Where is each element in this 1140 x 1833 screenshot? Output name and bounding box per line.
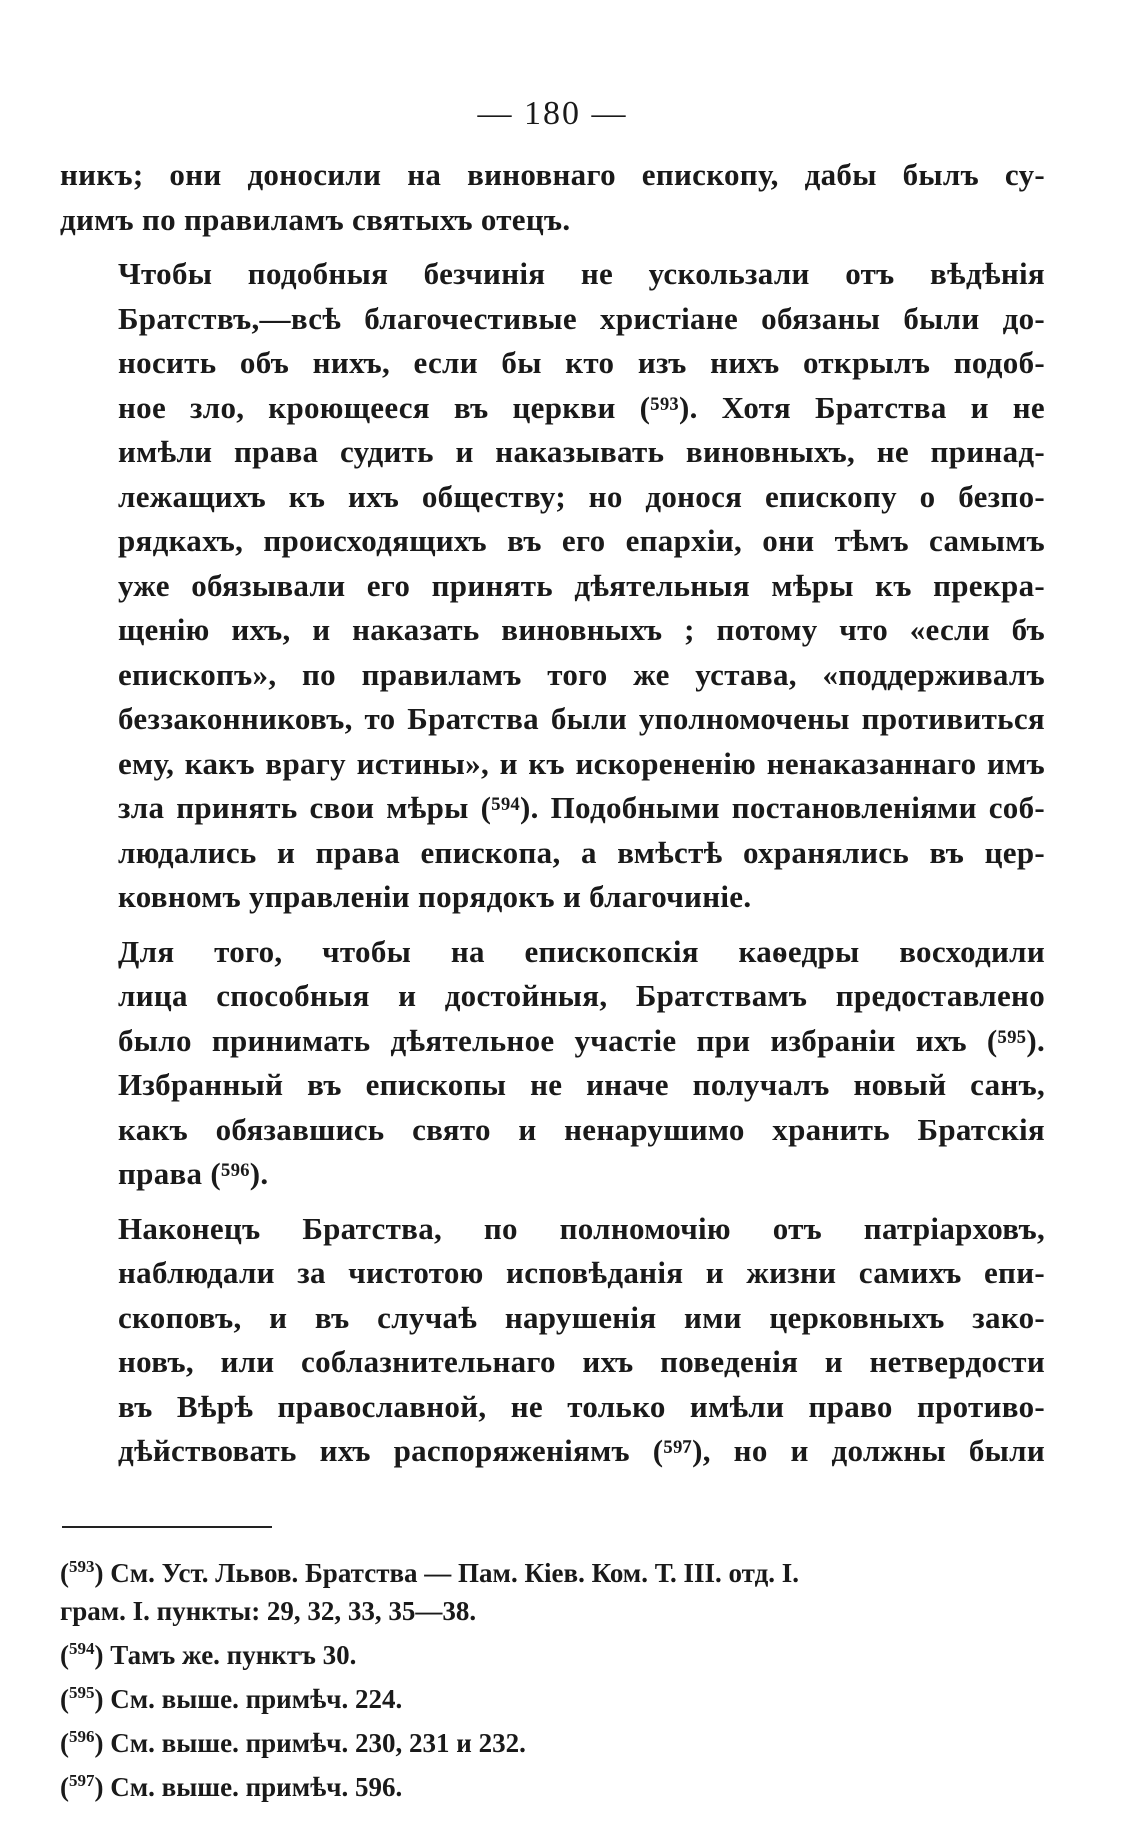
footnotes bbox=[60, 1548, 1045, 1806]
paragraph-line: ное зло, кроющееся въ церкви (⁵⁹³). Хотя Братства и не bbox=[118, 389, 1045, 425]
footnote-marker: 594 bbox=[69, 1638, 95, 1658]
footnote-597: ($^{597}$) См. выше. примѣч. 596. bbox=[60, 1770, 403, 1802]
footnote-marker: 596 bbox=[69, 1726, 95, 1746]
paragraph-line: Братствъ,—всѣ благочестивые христіане обязаны были до- bbox=[118, 300, 1045, 336]
paragraph-line: наблюдали за чистотою исповѣданія и жизни самихъ епи- bbox=[118, 1255, 1045, 1290]
footnote-marker: 597 bbox=[69, 1770, 95, 1790]
footnote-text: См. выше. примѣч. 596. bbox=[110, 1771, 403, 1802]
footnote-text: См. выше. примѣч. 224. bbox=[110, 1683, 403, 1714]
paragraph-line: ему, какъ врагу истины», и къ искорененію ненаказаннаго имъ bbox=[118, 745, 1045, 781]
paragraph-line: дѣйствовать ихъ распоряженіямъ (⁵⁹⁷), но и должны были bbox=[118, 1433, 1045, 1468]
paragraph-line: права (⁵⁹⁶). bbox=[118, 1156, 269, 1191]
paragraph-line: рядкахъ, происходящихъ въ его епархіи, они тѣмъ самымъ bbox=[118, 523, 1045, 558]
page-number: — 180 — bbox=[477, 95, 628, 132]
paragraph-line: зла принять свои мѣры (⁵⁹⁴). Подобными постановленіями соб- bbox=[118, 790, 1045, 825]
paragraph-line: имѣли права судить и наказывать виновныхъ, не принад- bbox=[118, 434, 1045, 469]
paragraph-line: Наконецъ Братства, по полномочію отъ патріарховъ, bbox=[118, 1210, 1045, 1246]
paragraph-line: беззаконниковъ, то Братства были уполномочены противиться bbox=[118, 701, 1045, 736]
paragraph-line: ковномъ управленіи порядокъ и благочиніе. bbox=[118, 879, 752, 914]
paragraph-3 bbox=[60, 930, 1045, 1197]
footnote-text: Тамъ же. пунктъ 30. bbox=[110, 1639, 357, 1670]
paragraph-line: было принимать дѣятельное участіе при избраніи ихъ (⁵⁹⁵). bbox=[118, 1022, 1045, 1058]
paragraph-line: людались и права епископа, а вмѣстѣ охранялись въ цер- bbox=[118, 834, 1045, 870]
paragraph-line: Для того, чтобы на епископскія каѳедры восходили bbox=[118, 933, 1045, 969]
footnote-593-continuation: грам. I. пункты: 29, 32, 33, 35—38. bbox=[60, 1595, 477, 1626]
paragraph-line: носить объ нихъ, если бы кто изъ нихъ открылъ подоб- bbox=[118, 345, 1045, 380]
paragraph-line: епископъ», по правиламъ того же устава, «поддерживалъ bbox=[118, 656, 1045, 692]
paragraph-line: щенію ихъ, и наказать виновныхъ ; потому что «если бъ bbox=[118, 612, 1045, 647]
paragraph-4 bbox=[60, 1207, 1045, 1474]
paragraph-line: никъ; они доносили на виновнаго епископу, дабы былъ су- bbox=[60, 157, 1045, 192]
paragraph-line: новъ, или соблазнительнаго ихъ поведенія и нетвердости bbox=[118, 1344, 1045, 1379]
paragraph-line: лежащихъ къ ихъ обществу; но донося епископу о безпо- bbox=[118, 478, 1045, 514]
paragraph-line: димъ по правиламъ святыхъ отецъ. bbox=[60, 201, 571, 237]
paragraph-line: лица способныя и достойныя, Братствамъ предоставлено bbox=[118, 978, 1045, 1013]
paragraph-2 bbox=[60, 252, 1045, 920]
footnote-marker: 593 bbox=[69, 1556, 95, 1576]
paragraph-line: уже обязывали его принять дѣятельныя мѣры къ прекра- bbox=[118, 567, 1045, 603]
paragraph-line: какъ обязавшись свято и ненарушимо хранить Братскія bbox=[118, 1111, 1045, 1147]
footnote-593: ($^{593}$) См. Уст. Львов. Братства — Пам. Кіев. Ком. Т. III. отд. I. bbox=[60, 1556, 799, 1588]
paragraph-line: Чтобы подобныя безчинія не ускользали отъ вѣдѣнія bbox=[118, 256, 1045, 291]
paragraph-1 bbox=[60, 153, 1045, 242]
footnote-marker: 595 bbox=[69, 1682, 95, 1702]
paragraph-line: скоповъ, и въ случаѣ нарушенія ими церковныхъ зако- bbox=[118, 1299, 1045, 1335]
paragraph-line: въ Вѣрѣ православной, не только имѣли право противо- bbox=[118, 1388, 1045, 1424]
footnote-text: См. выше. примѣч. 230, 231 и 232. bbox=[110, 1727, 526, 1758]
paragraph-line: Избранный въ епископы не иначе получалъ новый санъ, bbox=[118, 1067, 1045, 1102]
footnote-594: ($^{594}$) Тамъ же. пунктъ 30. bbox=[60, 1638, 357, 1670]
footnote-596: ($^{596}$) См. выше. примѣч. 230, 231 и 232. bbox=[60, 1726, 526, 1758]
footnote-divider bbox=[62, 1526, 272, 1528]
footnote-text: См. Уст. Львов. Братства — Пам. Кіев. Ком. Т. III. отд. I. bbox=[110, 1557, 799, 1588]
footnote-595: ($^{595}$) См. выше. примѣч. 224. bbox=[60, 1682, 403, 1714]
book-page bbox=[60, 95, 1045, 1806]
